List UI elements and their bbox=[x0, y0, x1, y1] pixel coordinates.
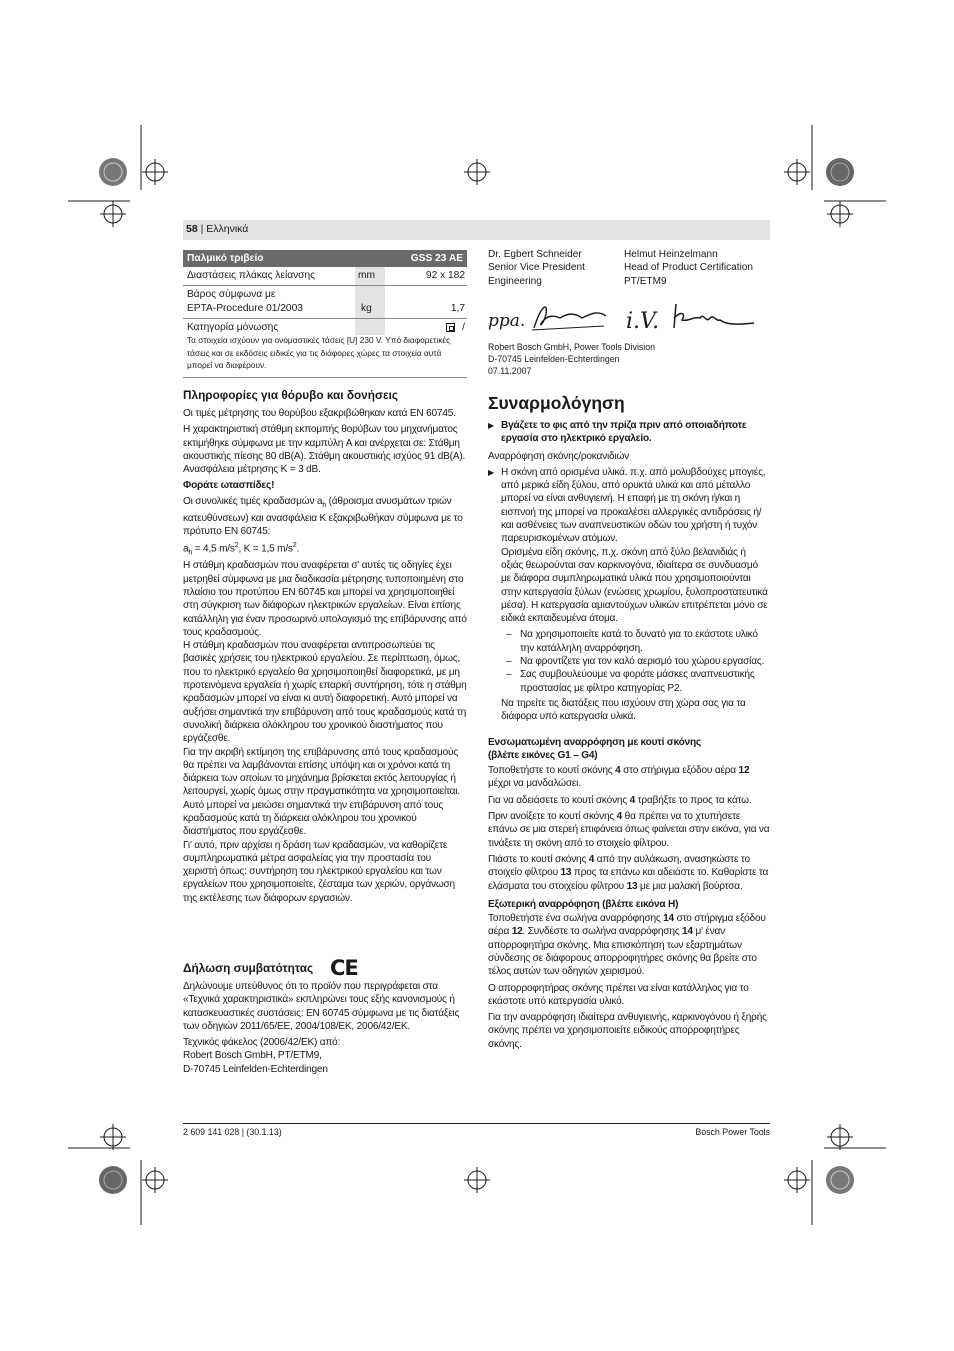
paragraph bbox=[488, 794, 770, 807]
page-language: Ελληνικά bbox=[206, 223, 249, 235]
text: Η σκόνη από ορισμένα υλικά. π.χ. από μολυβδούχες μπογιές, από μερικά είδη ξύλου, από ορυκτά υλικά και από μέταλλο μπορεί να είναι ανθυγιεινή. Η επαφή με τη σκόνη ή/και η εισπνοή της μπορεί να προκαλέσει αλλεργικές αντιδράσεις ή/και ασθένειες των αναπνευστικών οδών του χρήστη ή τυχόν παρευρισκομένων ατόμων. bbox=[501, 466, 766, 545]
signatory-dept: PT/ETM9 bbox=[624, 275, 667, 287]
paragraph: Τεχνικός φάκελος (2006/42/ΕΚ) από: bbox=[183, 1037, 341, 1049]
text: στο στήριγμα εξόδου αέρα bbox=[620, 765, 739, 777]
text: Να χρησιμοποιείτε κατά το δυνατό για το εκάστοτε υλικό την κατάλληλη αναρρόφηση. bbox=[520, 629, 758, 654]
crop-mark-bottom-left bbox=[68, 1124, 168, 1225]
spec-label: Βάρος σύμφωνα με bbox=[187, 289, 276, 300]
text: Πιάστε το κουτί σκόνης bbox=[488, 853, 589, 865]
paragraph: Γι' αυτό, πριν αρχίσει η δράση των κραδασμών, να καθορίζετε συμπληρωματικά μέτρα ασφαλείας για την προστασία του χειριστή όπως: συντήρηση του ηλεκτρικού εργαλείου και των εργαλείων που χρησιμοποιείτε, ζέσταμα των χεριών, οργάνωση της εκτέλεσης των διάφορων εργασιών. bbox=[183, 839, 455, 904]
text: προς τα επάνω και αδειάστε το. Καθαρίστε τα ελάσματα του στοιχείου φίλτρου bbox=[488, 867, 769, 892]
text: , K = 1,5 m/s bbox=[238, 543, 293, 555]
paragraph bbox=[488, 853, 770, 893]
signatory-name: Helmut Heinzelmann bbox=[624, 249, 718, 260]
footer-doc-number: 2 609 141 028 | (30.1.13) bbox=[183, 1127, 282, 1137]
text: μ' έναν απορροφητήρα σκόνης. Μια επισκόπηση των εξαρτημάτων σύνδεσης σε διάφορους απορροφητήρες σκόνης θα βρείτε στο τέλος αυτών των οδηγιών χειρισμού. bbox=[488, 926, 757, 978]
subsection-title: (βλέπε εικόνες G1 – G4) bbox=[488, 749, 598, 761]
section-title-assembly: Συναρμολόγηση bbox=[488, 393, 625, 413]
ref-number: 4 bbox=[629, 794, 636, 806]
text: . bbox=[296, 543, 300, 555]
ce-mark: CE bbox=[330, 956, 358, 980]
dust-bullet bbox=[488, 466, 770, 546]
signature-left bbox=[486, 296, 616, 336]
text: Να φροντίζετε για τον καλό αερισμό του χώρου εργασίας. bbox=[520, 656, 765, 668]
ref-number: 13 bbox=[626, 880, 638, 892]
signatory-name: Dr. Egbert Schneider bbox=[488, 249, 582, 260]
ref-number: 14 bbox=[682, 926, 693, 938]
warning-item bbox=[488, 419, 770, 446]
section-title-noise: Πληροφορίες για θόρυβο και δονήσεις bbox=[183, 388, 399, 402]
paragraph bbox=[488, 912, 770, 978]
paragraph: Να τηρείτε τις διατάξεις που ισχύουν στη χώρα σας για τα διάφορα υπό κατεργασία υλικά. bbox=[501, 697, 746, 723]
company-line: D-70745 Leinfelden-Echterdingen bbox=[488, 354, 620, 364]
page-number: 58 bbox=[186, 223, 198, 235]
conformity-section bbox=[183, 980, 467, 1076]
bullet-arrow-icon: ▶ bbox=[488, 467, 494, 477]
paragraph: Για την αναρρόφηση ιδιαίτερα ανθυγιεινής, καρκινογόνου ή ξηρής σκόνης πρέπει να χρησιμοποιείτε ειδικούς απορροφητήρες σκόνης. bbox=[488, 1012, 767, 1050]
paragraph: Για την ακριβή εκτίμηση της επιβάρυνσης από τους κραδασμούς θα πρέπει να λαμβάνονται επίσης υπόψη και οι χρόνοι κατά τη διάρκεια των οποίων το μηχάνημα βρίσκεται εκτός λειτουργίας ή λειτουργεί, χωρίς όμως στην πραγματικότητα να χρησιμοποιείται. Αυτό μπορεί να μειώσει σημαντικά την επιβάρυνση από τους κραδασμούς κατά τη διάρκεια ολόκληρου του χρονικού διαστήματος που εργάζεσθε. bbox=[183, 746, 460, 838]
paragraph bbox=[488, 764, 770, 791]
warning-text: Βγάζετε το φις από την πρίζα πριν από οποιαδήποτε εργασία στο ηλεκτρικό εργαλείο. bbox=[501, 420, 747, 445]
spec-table bbox=[183, 250, 467, 378]
signatory-title: Head of Product Certification bbox=[624, 262, 754, 274]
spec-table-header bbox=[183, 250, 467, 267]
text: Πριν ανοίξετε το κουτί σκόνης bbox=[488, 811, 617, 823]
superscript: 2 bbox=[234, 541, 239, 549]
crop-mark-top-center bbox=[464, 159, 490, 185]
text: μέχρι να μανδαλώσει. bbox=[488, 778, 581, 790]
crop-mark-bottom-center bbox=[464, 1167, 490, 1193]
dash-item: – Σας συμβουλεύουμε να φοράτε μάσκες αναπνευστικής προστασίας με φίλτρο κατηγορίας P2. bbox=[506, 669, 755, 694]
ref-number: 13 bbox=[560, 867, 572, 879]
page-header: 58 | Ελληνικά bbox=[186, 223, 249, 235]
text: a bbox=[183, 543, 189, 555]
page-header-bar bbox=[183, 220, 770, 240]
text: θα πρέπει να το χτυπήσετε επάνω σε μια στερεή επιφάνεια όπως φαίνεται στην εικόνα, για να τινάξετε τη σκόνη από το στοιχείο φίλτρου. bbox=[488, 811, 770, 849]
paragraph: Η στάθμη κραδασμών που αναφέρεται αντιπροσωπεύει τις βασικές χρήσεις του ηλεκτρικού εργαλείου. Σε περίπτωση, όμως, που το ηλεκτρικό εργαλείο θα χρησιμοποιηθεί διαφορετικά, με μη προτεινόμενα εργαλεία ή χωρίς επαρκή συντήρηση, τότε η στάθμη κραδασμών μπορεί να είναι κι αυτή διαφορετική. Αυτό μπορεί να αυξήσει σημαντικά την επιβάρυνση από τους κραδασμούς κατά τη συνολική διάρκεια ολόκληρου του χρονικού διαστήματος που εργάζεσθε. bbox=[183, 640, 467, 745]
section-title-conformity: Δήλωση συμβατότητας bbox=[183, 961, 314, 975]
paragraph bbox=[183, 495, 467, 539]
ref-number: 12 bbox=[511, 926, 523, 938]
spec-unit: kg bbox=[361, 303, 372, 314]
dash-item: – Να χρησιμοποιείτε κατά το δυνατό για το εκάστοτε υλικό την κατάλληλη αναρρόφηση. bbox=[506, 629, 758, 654]
superscript: 2 bbox=[292, 541, 297, 549]
text: από την αυλάκωση, ανασηκώστε το στοιχείο φίλτρου bbox=[488, 853, 750, 879]
ref-number: 4 bbox=[588, 853, 595, 865]
text: . Συνδέστε το σωλήνα αναρρόφησης bbox=[522, 926, 683, 938]
spec-label: Διαστάσεις πλάκας λείανσης bbox=[187, 270, 316, 281]
signature-right bbox=[624, 296, 764, 336]
paragraph: D-70745 Leinfelden-Echterdingen bbox=[183, 1063, 328, 1075]
paragraph: Ο απορροφητήρας σκόνης πρέπει να είναι κατάλληλος για το εκάστοτε υπό κατεργασία υλικό. bbox=[488, 982, 749, 1007]
assembly-section bbox=[488, 419, 770, 1054]
text: Τοποθετήστε το κουτί σκόνης bbox=[488, 765, 616, 777]
company-date: 07.11.2007 bbox=[488, 366, 532, 376]
crop-mark-bottom-right bbox=[784, 1124, 886, 1225]
signature-prefix: i.V. bbox=[626, 309, 660, 334]
signatory-dept: Engineering bbox=[488, 275, 542, 287]
footer-rule bbox=[183, 1123, 770, 1124]
text: (άθροισμα ανυσμάτων τριών κατευθύνσεων) και ανασφάλεια K εξακριβωθήκαν σύμφωνα με το πρότυπο EN 60745: bbox=[183, 495, 463, 538]
bullet-arrow-icon: ▶ bbox=[488, 421, 494, 430]
text: Τοποθετήστε ένα σωλήνα αναρρόφησης bbox=[488, 913, 664, 925]
subsection-title: Εξωτερική αναρρόφηση (βλέπε εικόνα H) bbox=[488, 898, 679, 910]
text: τραβήξτε το προς τα κάτω. bbox=[635, 794, 752, 806]
signatory-right bbox=[624, 248, 774, 288]
vibration-values bbox=[183, 539, 467, 560]
text: = 4,5 m/s bbox=[192, 543, 235, 555]
spec-row bbox=[183, 286, 467, 319]
paragraph: Ορισμένα είδη σκόνης, π.χ. σκόνη από ξύλο βελανιδιάς ή οξιάς θεωρούνται σαν καρκινογόνα, ιδιαίτερα σε συνδυασμό με διάφορα συμπληρωματικά υλικά που χρησιμοποιούνται στην κατεργασία ξύλων (ενώσεις χρωμίου, ξυλοπροστατευτικά μέσα). Η κατεργασία αμιαντούχων υλικών επιτρέπεται μόνο σε ειδικά εκπαιδευμένα άτομα. bbox=[501, 546, 768, 625]
signatory-left bbox=[488, 248, 618, 288]
spec-unit: mm bbox=[358, 270, 375, 281]
footer-brand: Bosch Power Tools bbox=[695, 1127, 770, 1137]
dash-item: – Να φροντίζετε για τον καλό αερισμό του χώρου εργασίας. bbox=[506, 656, 765, 668]
paragraph: Η στάθμη κραδασμών που αναφέρεται σ' αυτές τις οδηγίες έχει μετρηθεί σύμφωνα με μια διαδικασία μέτρησης τυποποιημένη στο πλαίσιο του προτύπου EN 60745 και μπορεί να χρησιμοποιηθεί στη σύγκριση των διάφορων ηλεκτρικών εργαλείων. Είναι επίσης κατάλληλη για έναν προσωρινό υπολογισμό της επιβάρυνσης από τους κραδασμούς. bbox=[183, 560, 467, 638]
spec-value: 1,7 bbox=[450, 303, 465, 314]
paragraph: Η χαρακτηριστική στάθμη εκπομπής θορύβων του μηχανήματος εκτιμήθηκε σύμφωνα με την καμπύλη A και ανέρχεται σε: Στάθμη ακουστικής πίεσης 80 dB(A). Στάθμη ακουστικής ισχύος 91 dB(A). Ανασφάλεια μέτρησης K = 3 dB. bbox=[183, 424, 466, 476]
signatory-title: Senior Vice President bbox=[488, 262, 585, 274]
spec-table-title: Παλμικό τριβείο bbox=[187, 253, 264, 264]
text: με μια μαλακή βούρτσα. bbox=[637, 880, 743, 892]
crop-mark-top-left bbox=[68, 125, 168, 227]
spec-note: Τα στοιχεία ισχύουν για ονομαστικές τάσεις [U] 230 V. Υπό διαφορετικές τάσεις και σε εκδόσεις ειδικές για τις διάφορες χώρες τα στοιχεία αυτά μπορεί να διαφέρουν. bbox=[187, 335, 451, 370]
spec-label: EPTA-Procedure 01/2003 bbox=[187, 303, 303, 314]
paragraph: Οι τιμές μέτρησης του θορύβου εξακριβώθηκαν κατά EN 60745. bbox=[183, 408, 456, 419]
subscript: h bbox=[322, 501, 327, 509]
spec-label: Κατηγορία μόνωσης bbox=[187, 322, 279, 333]
text: στο στήριγμα εξόδου αέρα bbox=[488, 913, 766, 938]
paragraph-bold: Φοράτε ωτασπίδες! bbox=[183, 480, 275, 492]
spec-table-model: GSS 23 AE bbox=[410, 253, 463, 264]
spec-value: 92 x 182 bbox=[425, 270, 465, 281]
paragraph: Robert Bosch GmbH, PT/ETM9, bbox=[183, 1050, 322, 1062]
paragraph: Δηλώνουμε υπεύθυνος ότι το προϊόν που περιγράφεται στα «Τεχνικά χαρακτηριστικά» εκπληρώνει τους εξής κανονισμούς ή κατασκευαστικές συστάσεις: EN 60745 σύμφωνα με τις διατάξεις των οδηγιών 2011/65/ΕΕ, 2004/108/ΕΚ, 2006/42/ΕΚ. bbox=[183, 981, 460, 1032]
signature-prefix: ppa. bbox=[488, 311, 526, 331]
ref-number: 12 bbox=[738, 765, 750, 777]
subscript: h bbox=[188, 549, 193, 557]
double-insulation-icon bbox=[446, 323, 455, 332]
text: Για να αδειάσετε το κουτί σκόνης bbox=[488, 794, 630, 806]
spec-row bbox=[183, 267, 467, 286]
ref-number: 4 bbox=[615, 765, 621, 777]
text: Σας συμβουλεύουμε να φοράτε μάσκες αναπνευστικής προστασίας με φίλτρο κατηγορίας P2. bbox=[520, 669, 755, 694]
text: Οι συνολικές τιμές κραδασμών a bbox=[183, 495, 323, 507]
spec-value: / bbox=[462, 322, 465, 333]
subsection-title: Ενσωματωμένη αναρρόφηση με κουτί σκόνης bbox=[488, 736, 701, 748]
paragraph bbox=[488, 810, 770, 850]
crop-mark-top-right bbox=[784, 125, 886, 227]
ref-number: 4 bbox=[616, 811, 623, 823]
noise-section bbox=[183, 407, 467, 905]
paragraph: Αναρρόφηση σκόνης/ροκανιδιών bbox=[488, 450, 630, 462]
company-address bbox=[488, 341, 738, 377]
company-line: Robert Bosch GmbH, Power Tools Division bbox=[488, 342, 656, 352]
spec-row bbox=[183, 319, 467, 378]
ref-number: 14 bbox=[663, 913, 674, 925]
